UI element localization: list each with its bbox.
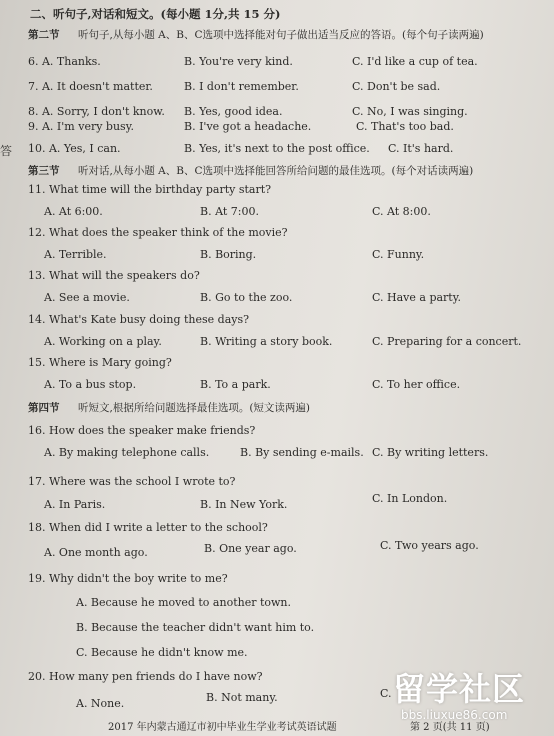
q15-question: 15. Where is Mary going? (28, 356, 172, 369)
watermark-url: bbs.liuxue86.com (401, 708, 508, 722)
question-19-option-c-row (0, 646, 554, 666)
question-9 (0, 120, 554, 140)
q7-option-a: 7. A. It doesn't matter. (28, 80, 153, 93)
question-18-options (0, 539, 554, 566)
question-14-stem (0, 313, 554, 333)
question-14-options (0, 335, 554, 355)
q13-option-b: B. Go to the zoo. (200, 291, 293, 304)
question-19-option-a-row (0, 596, 554, 616)
q11-question: 11. What time will the birthday party start? (28, 183, 272, 196)
q6-option-b: B. You're very kind. (184, 55, 293, 68)
section-2-label: 第二节 (28, 29, 60, 41)
question-15-stem (0, 356, 554, 376)
margin-character: 答 (0, 144, 13, 158)
question-11-stem (0, 183, 554, 203)
part-title-row (0, 6, 554, 26)
q18-option-b: B. One year ago. (204, 542, 297, 555)
q8-option-b: B. Yes, good idea. (184, 105, 283, 118)
section-4-header (0, 400, 554, 420)
question-13-stem (0, 269, 554, 289)
q12-option-b: B. Boring. (200, 248, 257, 261)
part-title: 二、听句子,对话和短文。(每小题 1分,共 15 分) (30, 7, 281, 21)
q15-option-c: C. To her office. (372, 378, 461, 391)
q17-option-c: C. In London. (372, 492, 448, 505)
q16-question: 16. How does the speaker make friends? (28, 424, 256, 437)
question-13-options (0, 291, 554, 311)
section-2-instruction: 听句子,从每小题 A、B、C选项中选择能对句子做出适当反应的答语。(每个句子读两遍) (78, 29, 484, 41)
q9-option-a: 9. A. I'm very busy. (28, 120, 134, 133)
question-18-stem (0, 521, 554, 541)
question-17-options (0, 492, 554, 518)
q16-option-c: C. By writing letters. (372, 446, 489, 459)
q6-option-c: C. I'd like a cup of tea. (352, 55, 478, 68)
question-11-options (0, 205, 554, 225)
q20-question: 20. How many pen friends do I have now? (28, 670, 263, 683)
question-19-stem (0, 572, 554, 592)
q15-option-a: A. To a bus stop. (44, 378, 137, 391)
watermark-logo (393, 664, 554, 736)
q19-question: 19. Why didn't the boy write to me? (28, 572, 228, 585)
q16-option-a: A. By making telephone calls. (44, 446, 210, 459)
question-12-options (0, 248, 554, 268)
q11-option-a: A. At 6:00. (44, 205, 103, 218)
watermark-text: 留学社区 (393, 670, 526, 708)
q14-option-b: B. Writing a story book. (200, 335, 333, 348)
q18-option-a: A. One month ago. (44, 546, 148, 559)
q20-option-b: B. Not many. (206, 691, 278, 704)
q20-option-a: A. None. (76, 697, 125, 710)
q7-option-c: C. Don't be sad. (352, 80, 441, 93)
q10-option-b: B. Yes, it's next to the post office. (184, 142, 370, 155)
q13-question: 13. What will the speakers do? (28, 269, 200, 282)
q12-option-a: A. Terrible. (44, 248, 107, 261)
section-2-header (0, 27, 554, 47)
section-3-header (0, 163, 554, 183)
question-15-options (0, 378, 554, 398)
q8-option-c: C. No, I was singing. (352, 105, 468, 118)
q17-option-a: A. In Paris. (44, 498, 106, 511)
section-3-label: 第三节 (28, 165, 60, 177)
footer-page-number: 第 2 页(共 11 页) (410, 722, 490, 733)
q17-question: 17. Where was the school I wrote to? (28, 475, 236, 488)
question-6 (0, 55, 554, 75)
q18-question: 18. When did I write a letter to the school? (28, 521, 268, 534)
q14-option-c: C. Preparing for a concert. (372, 335, 522, 348)
question-10 (0, 142, 554, 162)
q11-option-b: B. At 7:00. (200, 205, 259, 218)
q11-option-c: C. At 8:00. (372, 205, 431, 218)
q7-option-b: B. I don't remember. (184, 80, 299, 93)
section-4-label: 第四节 (28, 402, 60, 414)
q15-option-b: B. To a park. (200, 378, 271, 391)
q19-option-a: A. Because he moved to another town. (76, 596, 292, 609)
q20-option-c: C. (380, 687, 392, 700)
question-19-option-b-row (0, 621, 554, 641)
q16-option-b: B. By sending e-mails. (240, 446, 364, 459)
q12-option-c: C. Funny. (372, 248, 425, 261)
question-12-stem (0, 226, 554, 246)
q9-option-c: C. That's too bad. (356, 120, 454, 133)
q10-option-c: C. It's hard. (388, 142, 454, 155)
q14-question: 14. What's Kate busy doing these days? (28, 313, 250, 326)
footer-title: 2017 年内蒙古通辽市初中毕业生学业考试英语试题 (108, 722, 337, 733)
question-16-stem (0, 424, 554, 444)
question-7 (0, 80, 554, 100)
q14-option-a: A. Working on a play. (44, 335, 162, 348)
q8-option-a: 8. A. Sorry, I don't know. (28, 105, 165, 118)
q13-option-a: A. See a movie. (44, 291, 130, 304)
q19-option-c: C. Because he didn't know me. (76, 646, 248, 659)
q10-option-a: 10. A. Yes, I can. (28, 142, 121, 155)
q13-option-c: C. Have a party. (372, 291, 461, 304)
q19-option-b: B. Because the teacher didn't want him to. (76, 621, 315, 634)
q12-question: 12. What does the speaker think of the movie? (28, 226, 288, 239)
section-3-instruction: 听对话,从每小题 A、B、C选项中选择能回答所给问题的最佳选项。(每个对话读两遍) (78, 165, 474, 177)
section-4-instruction: 听短文,根据所给问题选择最佳选项。(短文读两遍) (78, 402, 311, 414)
q18-option-c: C. Two years ago. (380, 539, 479, 552)
question-17-stem (0, 475, 554, 495)
q6-option-a: 6. A. Thanks. (28, 55, 101, 68)
q9-option-b: B. I've got a headache. (184, 120, 312, 133)
q17-option-b: B. In New York. (200, 498, 288, 511)
question-16-options (0, 446, 554, 466)
